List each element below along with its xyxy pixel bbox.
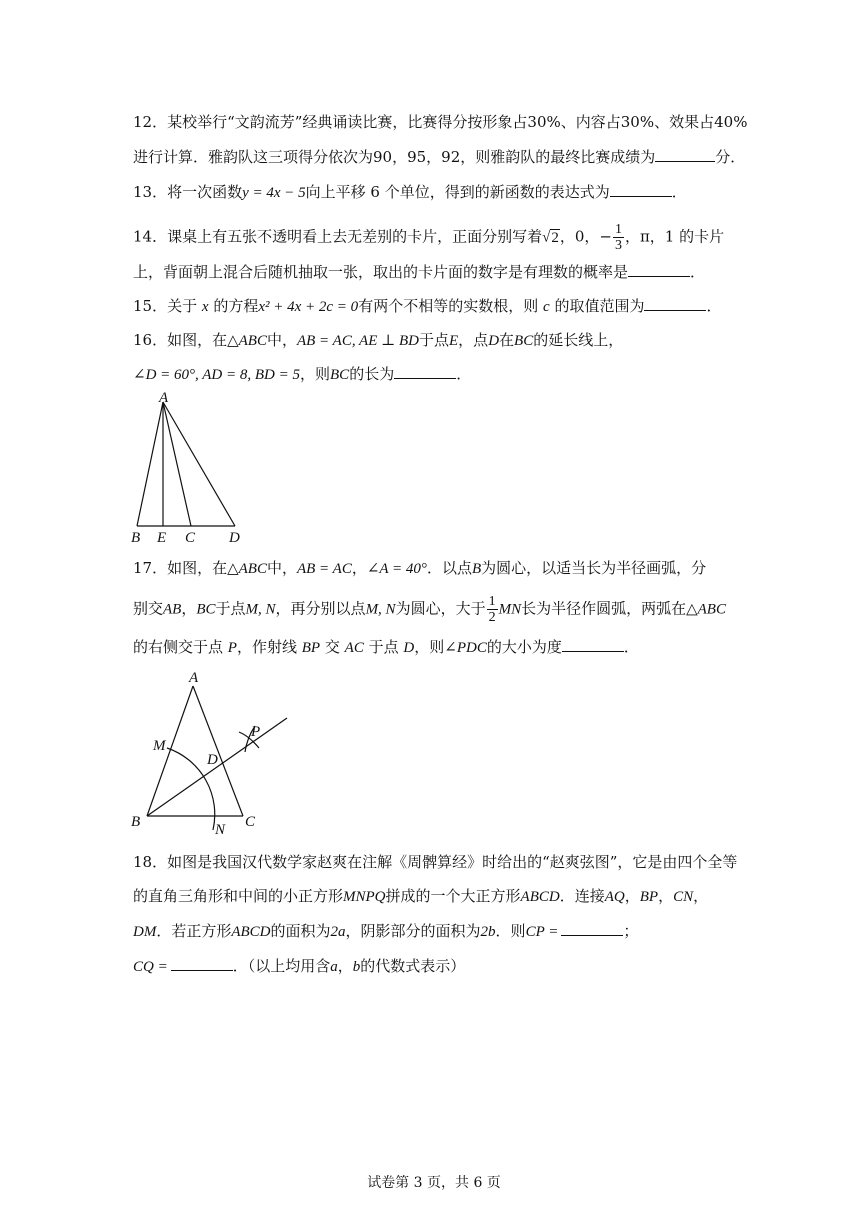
q15-text-2: 的方程 — [213, 297, 259, 315]
q17-mn-3: MN — [498, 601, 522, 618]
q17-text-4: 为圆心，以适当长为半径画弧，分 — [481, 559, 707, 577]
q16-segment-ab — [137, 402, 163, 526]
q12-text: 进行计算．雅韵队这三项得分依次为90，95，92，则雅韵队的最终比赛成绩为 — [133, 148, 656, 166]
q17-half: $\frac{1}{2}$ — [488, 594, 496, 625]
q16-text-8: 的长为 — [349, 365, 395, 383]
q16-segment-ad — [163, 402, 235, 526]
q18-2a: 2a — [330, 924, 346, 940]
q18-text-8: ．（以上均用含 — [232, 957, 331, 975]
q18-line-2 — [133, 886, 708, 907]
q17-angle-a: ∠A = 40° — [366, 561, 427, 577]
q16-line-2 — [133, 364, 471, 385]
q17-label-b: B — [131, 814, 141, 830]
q16-bc: BC — [514, 333, 534, 349]
q17-text-5: 别交 — [133, 599, 164, 618]
q14-period: ． — [690, 263, 706, 281]
q18-abcd-2: ABCD — [231, 924, 271, 940]
q17-text-13: 于点 — [368, 638, 399, 656]
q16-e: E — [449, 333, 459, 349]
q17-triangle-2: △ABC — [686, 601, 726, 618]
q16-text-5: 在 — [499, 331, 515, 349]
q18-line-1: 18．如图是我国汉代数学家赵爽在注解《周髀算经》时给出的“赵爽弦图”，它是由四个全等 — [133, 853, 738, 871]
q17-label-c: C — [245, 814, 256, 830]
q17-label-a: A — [189, 670, 199, 686]
q16-label-c: C — [185, 530, 196, 546]
q17-text-12: 交 — [324, 638, 340, 656]
q18-dm: DM — [133, 924, 157, 940]
q17-b: B — [471, 561, 482, 577]
q17-text-11: ，作射线 — [236, 638, 297, 656]
q16-answer-blank[interactable] — [394, 364, 456, 379]
q12-line-1: 12．某校举行“文韵流芳”经典诵读比赛，比赛得分按形象占30%、内容占30%、效果占40% — [133, 113, 748, 131]
q17-label-p: P — [251, 724, 261, 740]
q18-cp-answer-blank[interactable] — [561, 921, 623, 936]
q17-mn: M, N — [245, 601, 276, 618]
q16-text-4: ，点 — [458, 331, 489, 349]
q16-condition: AB = AC, AE ⊥ BD — [296, 333, 419, 349]
q16-label-d: D — [229, 530, 240, 546]
q18-text-5: 的面积为 — [270, 922, 331, 940]
q17-text-10: 的右侧交于点 — [133, 638, 224, 656]
q16-givens: ∠D = 60°, AD = 8, BD = 5 — [133, 367, 300, 383]
q17-line-3 — [133, 637, 639, 658]
q17-text-7: ，再分别以点 — [275, 599, 366, 618]
q16-line-1 — [133, 330, 623, 351]
q16-triangle: △ABC — [227, 333, 267, 349]
q16-d: D — [488, 333, 500, 349]
q17-text-2: 中， — [266, 559, 297, 577]
q18-b: b — [352, 959, 361, 975]
q17-triangle: △ABC — [227, 561, 267, 577]
q17-answer-blank[interactable] — [562, 637, 624, 652]
q13-text: 13．将一次函数 — [133, 183, 243, 201]
q12-answer-blank[interactable] — [655, 147, 715, 162]
q16-text-6: 的延长线上， — [533, 331, 624, 349]
q13-line — [133, 182, 687, 203]
q16-text: 16．如图，在 — [133, 331, 228, 349]
q13-period: ． — [671, 183, 687, 201]
q13-text-2: 向上平移 6 个单位，得到的新函数的表达式为 — [305, 183, 610, 201]
q17-label-m: M — [153, 738, 166, 754]
q16-label-b: B — [131, 530, 141, 546]
q16-bc-2: BC — [330, 367, 350, 383]
q18-text-2: 拼成的一个大正方形 — [385, 887, 521, 905]
q17-line-1 — [133, 558, 706, 579]
q15-text-3: 有两个不相等的实数根，则 — [358, 297, 539, 315]
q17-text-3: ．以点 — [426, 559, 472, 577]
q14-fraction: $\frac{1}{3}$ — [614, 222, 622, 253]
q17-bc: BC — [196, 601, 216, 618]
q12-unit: 分． — [715, 148, 746, 166]
q14-answer-blank[interactable] — [628, 262, 690, 277]
q18-cq: CQ = — [133, 959, 168, 975]
q18-mnpq: MNPQ — [343, 889, 386, 905]
q17-mn-2: M, N — [365, 601, 396, 618]
q18-cn: CN — [673, 889, 694, 905]
q16-period: ． — [456, 365, 472, 383]
q18-line-3 — [133, 921, 638, 942]
q12-line-2 — [133, 147, 745, 167]
q14-text-2: ，π，1 的卡片 — [624, 227, 725, 246]
q18-text-4: ．若正方形 — [156, 922, 232, 940]
q14-zero: ，0， — [559, 227, 600, 246]
q17-period: ． — [623, 638, 639, 656]
q17-bp: BP — [301, 640, 321, 656]
q14-line-2 — [133, 262, 705, 282]
q17-angle-pdc: ∠PDC — [444, 640, 487, 656]
q13-answer-blank[interactable] — [610, 182, 672, 197]
q16-segment-ac — [163, 402, 191, 526]
q16-label-e: E — [157, 530, 167, 546]
q14-sqrt2: √2 — [542, 229, 559, 246]
q16-figure — [125, 388, 255, 548]
q15-period: ． — [706, 297, 722, 315]
q17-label-n: N — [215, 822, 226, 838]
page-footer: 试卷第 3 页，共 6 页 — [367, 1175, 501, 1191]
q16-label-a: A — [159, 390, 169, 406]
q17-text-6: 于点 — [215, 599, 246, 618]
q16-text-3: 于点 — [418, 331, 449, 349]
q18-abcd: ABCD — [520, 889, 560, 905]
q13-function: y = 4x − 5 — [242, 185, 306, 201]
q17-p: P — [227, 640, 237, 656]
q18-2b: 2b — [480, 924, 496, 940]
q17-text-15: 的大小为度 — [486, 638, 562, 656]
q14-text: 14．课桌上有五张不透明看上去无差别的卡片，正面分别写着 — [133, 227, 543, 246]
q17-ac: AC — [344, 640, 364, 656]
q15-c: c — [542, 299, 550, 315]
q16-text-7: ，则 — [300, 365, 331, 383]
q18-comma-2: ， — [658, 887, 674, 905]
q18-text: 的直角三角形和中间的小正方形 — [133, 887, 344, 905]
q17-comma-2: ， — [181, 599, 197, 618]
q15-equation: x² + 4x + 2c = 0 — [258, 299, 359, 315]
q17-text: 17．如图，在 — [133, 559, 228, 577]
q18-semicolon: ； — [623, 922, 639, 940]
q17-text-8: 为圆心，大于 — [395, 599, 486, 618]
q17-text-14: ，则 — [414, 638, 445, 656]
q18-text-7: ．则 — [495, 922, 526, 940]
q17-figure — [125, 666, 305, 841]
q17-line-2 — [133, 594, 726, 625]
q15-x: x — [201, 299, 209, 315]
q15-text: 15．关于 — [133, 297, 198, 315]
q18-comma-1: ， — [624, 887, 640, 905]
q18-line-4 — [133, 956, 465, 977]
q18-aq: AQ — [604, 889, 625, 905]
q18-text-3: ．连接 — [559, 887, 605, 905]
q16-text-2: 中， — [266, 331, 297, 349]
q15-line — [133, 296, 721, 317]
q14-text-3: 上，背面朝上混合后随机抽取一张，取出的卡片面的数字是有理数的概率是 — [133, 263, 629, 281]
q18-text-6: ，阴影部分的面积为 — [345, 922, 481, 940]
q18-text-9: 的代数式表示） — [360, 957, 466, 975]
q18-a: a — [330, 959, 338, 975]
q15-text-4: 的取值范围为 — [554, 297, 645, 315]
q17-d: D — [403, 640, 415, 656]
q18-comma-4: ， — [337, 957, 353, 975]
q17-comma: ， — [351, 559, 367, 577]
q18-bp: BP — [639, 889, 659, 905]
q14-minus: − — [599, 227, 612, 246]
q18-cp: CP = — [525, 924, 559, 940]
q14-line-1 — [133, 222, 724, 253]
q18-comma-3: ， — [693, 887, 709, 905]
q17-text-9: 长为半径作圆弧，两弧在 — [521, 599, 687, 618]
q17-label-d: D — [207, 752, 218, 768]
q17-ab-ac: AB = AC — [296, 561, 352, 577]
q15-answer-blank[interactable] — [644, 296, 706, 311]
q18-cq-answer-blank[interactable] — [171, 956, 233, 971]
q17-ab: AB — [163, 601, 182, 618]
q17-segment-ac — [193, 686, 243, 816]
